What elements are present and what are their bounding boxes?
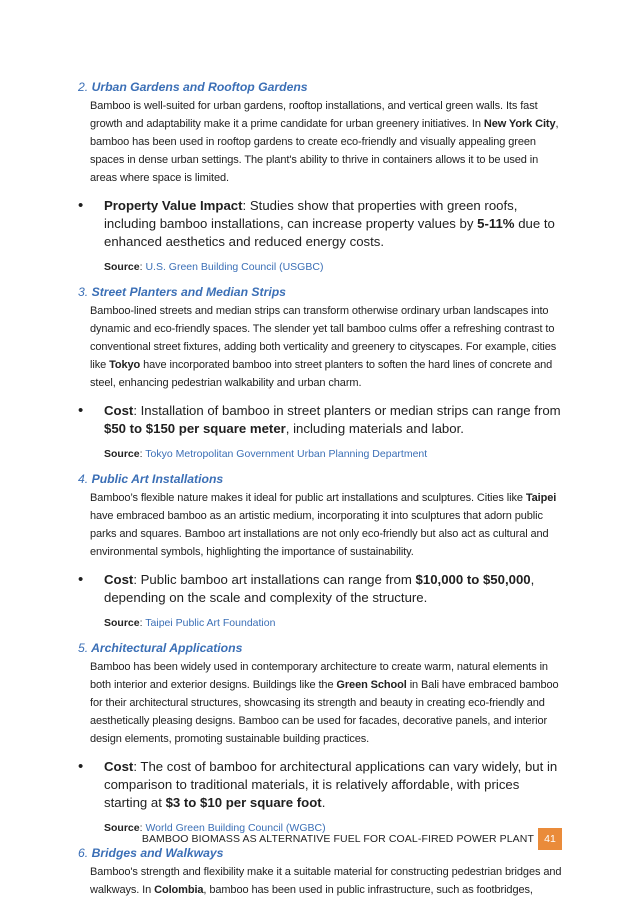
source-line: Source: U.S. Green Building Council (USGBC) [104,261,324,273]
source-line: Source: Taipei Public Art Foundation [104,617,276,629]
section-1 [78,80,564,274]
source-label: Source [104,822,140,834]
section-title: Architectural Applications [91,641,243,655]
section-number: 4. [78,472,89,486]
section-title: Public Art Installations [91,472,224,486]
section-heading [78,641,564,656]
section-title: Street Planters and Median Strips [91,285,286,299]
section-2 [78,285,564,461]
section-title: Bridges and Walkways [91,846,224,860]
bullet-item [78,758,564,812]
section-heading [78,80,564,95]
section-paragraph [90,97,564,187]
text-run: Bamboo has been widely used in contemporary architecture to create warm, natural elements in both interior and exterior designs. Buildings like the [90,661,548,691]
bullet-text [104,197,564,251]
page-content [78,80,564,909]
section-heading [78,285,564,300]
section-paragraph [90,302,564,392]
section-number: 2. [78,80,89,94]
page-footer [0,828,638,850]
section-paragraph [90,863,564,899]
source-label: Source [104,448,140,460]
section-heading [78,472,564,487]
bold-text: New York City [483,118,556,130]
text-run: in Bali have embraced bamboo for their architectural structures, showcasing its strength and beauty in creating eco-friendly and aesthetically pleasing designs. Bamboo can be used for facades, decorative panels, and interior design elements, promoting sustainable building practices. [90,679,559,745]
bullet-item [78,197,564,251]
text-run: Bamboo's strength and flexibility make it a suitable material for constructing pedestrian bridges and walkways. In [90,866,562,896]
text-run: Bamboo is well-suited for urban gardens, rooftop installations, and vertical green walls. Its fast growth and adaptability make it a prime candidate for urban greenery initiatives. In [90,100,538,130]
bold-text: Tokyo [109,359,141,371]
bold-text: Cost [104,572,134,587]
source-name: U.S. Green Building Council (USGBC) [145,261,324,273]
source-name: Tokyo Metropolitan Government Urban Planning Department [145,448,428,460]
bullet-icon: • [78,197,84,214]
source-label: Source [104,617,140,629]
text-run: , depending on the scale and complexity of the structure. [104,572,535,605]
source-line: Source: Tokyo Metropolitan Government Urban Planning Department [104,448,428,460]
bold-text: 5-11% [477,216,515,231]
bullet-item [78,402,564,438]
text-run: , bamboo has been used in rooftop gardens to create eco-friendly and visually appealing green spaces in dense urban settings. The plant's ability to thrive in containers allows it to be used in areas where space is limited. [90,118,559,184]
text-run: : Studies show that properties with green roofs, including bamboo installations, can increase property values by [104,198,518,231]
section-5 [78,846,564,899]
section-4 [78,641,564,835]
bullet-text [104,571,564,607]
text-run: : The cost of bamboo for architectural applications can vary widely, but in comparison to traditional materials, it is relatively affordable, with prices starting at [104,759,558,810]
bold-text: Cost [104,403,134,418]
text-run: . [321,795,326,810]
bold-text: Property Value Impact [104,198,243,213]
bold-text: Colombia [154,884,204,896]
section-paragraph [90,489,564,561]
section-title: Urban Gardens and Rooftop Gardens [91,80,308,94]
bold-text: Taipei [525,492,557,504]
section-number: 6. [78,846,89,860]
source-line: Source: World Green Building Council (WGBC) [104,822,326,834]
text-run: : Public bamboo art installations can range from [133,572,416,587]
bold-text: $10,000 to $50,000 [415,572,531,587]
bullet-icon: • [78,758,84,775]
text-run: due to enhanced aesthetics and reduced energy costs. [104,216,555,249]
source-label: Source [104,261,140,273]
text-run: Bamboo’s flexible nature makes it ideal for public art installations and sculptures. Cities like [90,492,526,504]
bold-text: $50 to $150 per square meter [104,421,286,436]
bullet-text [104,402,564,438]
text-run: : Installation of bamboo in street planters or median strips can range from [133,403,561,418]
section-3 [78,472,564,630]
page-number-badge: 41 [538,828,562,850]
bold-text: Cost [104,759,134,774]
text-run: have incorporated bamboo into street planters to soften the hard lines of concrete and steel, enhancing pedestrian walkability and urban charm. [90,359,553,389]
bullet-text [104,758,564,812]
source-name: Taipei Public Art Foundation [145,617,276,629]
text-run: have embraced bamboo as an artistic medium, incorporating it into sculptures that adorn public parks and squares. Bamboo art installations are not only eco-friendly but also act as cultural and environmental symbols, highlighting the importance of sustainability. [90,510,549,558]
text-run: , bamboo has been used in public infrastructure, such as footbridges, [203,884,533,896]
footer-title: BAMBOO BIOMASS AS ALTERNATIVE FUEL FOR COAL-FIRED POWER PLANT [141,833,534,845]
text-run: Bamboo-lined streets and median strips can transform otherwise ordinary urban landscapes into dynamic and eco-friendly spaces. The slender yet tall bamboo culms offer a refreshing contrast to conventional street fixtures, adding both verticality and greenery to cityscapes. For example, cities like [90,305,557,371]
section-paragraph [90,658,564,748]
bold-text: $3 to $10 per square foot [165,795,322,810]
section-number: 5. [78,641,89,655]
section-number: 3. [78,285,89,299]
bullet-icon: • [78,402,84,419]
bullet-item [78,571,564,607]
text-run: , including materials and labor. [285,421,464,436]
source-name: World Green Building Council (WGBC) [145,822,326,834]
bold-text: Green School [336,679,407,691]
bullet-icon: • [78,571,84,588]
